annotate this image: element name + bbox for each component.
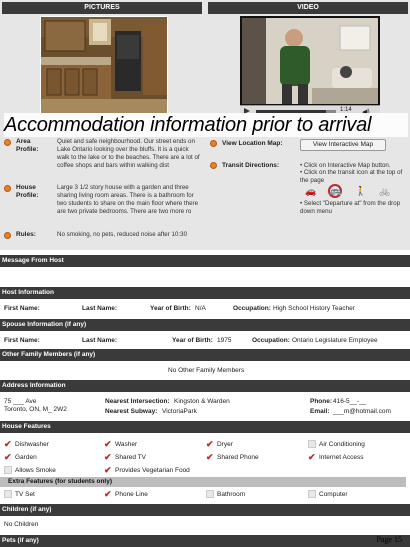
rules-bullet-icon bbox=[4, 232, 11, 239]
checkmark-icon: ✔ bbox=[4, 439, 12, 449]
spouse-occupation-label: Occupation: bbox=[252, 337, 290, 344]
overlay-title: Accommodation information prior to arrival bbox=[4, 113, 408, 137]
transit-bus-icon[interactable]: 🚌 bbox=[330, 186, 342, 196]
nearest-subway-value: VictoriaPark bbox=[162, 408, 197, 415]
feature-label: Washer bbox=[115, 441, 138, 448]
feature-label: Dishwasher bbox=[15, 441, 49, 448]
house-profile-text: Large 3 1/2 story house with a garden and three sharing living room areas. There is a bathroom for two students to share on the main floor where there are two private bedrooms. There are two more ro bbox=[57, 184, 199, 215]
video-header: VIDEO bbox=[208, 2, 408, 14]
feature-label: Internet Access bbox=[319, 454, 364, 461]
feature-label: Computer bbox=[319, 491, 348, 498]
spouse-occupation-value: Ontario Legislature Employee bbox=[292, 337, 378, 344]
view-location-map-label: View Location Map: bbox=[222, 140, 283, 147]
page-number: Page 15 bbox=[376, 535, 402, 544]
host-yob-value: N/A bbox=[195, 305, 206, 312]
transit-mode-icons bbox=[302, 184, 398, 198]
area-bullet-icon bbox=[4, 139, 11, 146]
empty-checkbox-icon bbox=[4, 490, 12, 498]
house-photo[interactable] bbox=[40, 16, 168, 114]
host-first-name-label: First Name: bbox=[4, 305, 40, 312]
feature-label: Air Conditioning bbox=[319, 441, 365, 448]
nearest-intersection-label: Nearest Intersection: bbox=[105, 398, 170, 405]
car-icon[interactable]: 🚗 bbox=[305, 186, 317, 196]
kitchen-photo-image bbox=[41, 17, 168, 114]
other-family-value: No Other Family Members bbox=[168, 367, 245, 374]
transit-bullet-icon bbox=[210, 162, 217, 169]
bicycle-icon[interactable]: 🚲 bbox=[379, 186, 391, 196]
host-occupation-label: Occupation: bbox=[233, 305, 271, 312]
feature-label: Allows Smoke bbox=[15, 467, 56, 474]
pictures-header: PICTURES bbox=[2, 2, 202, 14]
pets-header: Pets (if any) bbox=[0, 535, 410, 547]
house-features-header: House Features bbox=[0, 421, 410, 433]
nearest-subway-label: Nearest Subway: bbox=[105, 408, 158, 415]
transit-directions-label: Transit Directions: bbox=[222, 162, 280, 169]
feature-label: Shared Phone bbox=[217, 454, 259, 461]
spouse-first-name-label: First Name: bbox=[4, 337, 40, 344]
spouse-yob-value: 1975 bbox=[217, 337, 232, 344]
video-player[interactable] bbox=[240, 16, 380, 116]
host-yob-label: Year of Birth: bbox=[150, 305, 191, 312]
host-information-header: Host Information bbox=[0, 287, 410, 299]
walk-icon[interactable]: 🚶 bbox=[355, 186, 367, 196]
checkmark-icon: ✔ bbox=[104, 465, 112, 475]
phone-label: Phone: bbox=[310, 398, 333, 405]
transit-step-3: • Select "Departure at" from the drop down menu bbox=[300, 200, 401, 215]
area-profile-label: Area Profile: bbox=[16, 138, 39, 153]
rules-label: Rules: bbox=[16, 231, 36, 238]
transit-step-2: • Click on the transit icon at the top of the page bbox=[300, 169, 403, 184]
checkmark-icon: ✔ bbox=[4, 452, 12, 462]
checkmark-icon: ✔ bbox=[206, 452, 214, 462]
phone-value: 416-5__-__ bbox=[333, 398, 367, 405]
nearest-intersection-value: Kingston & Warden bbox=[174, 398, 230, 405]
spouse-last-name-label: Last Name: bbox=[82, 337, 118, 344]
feature-label: Dryer bbox=[217, 441, 233, 448]
empty-checkbox-icon bbox=[206, 490, 214, 498]
checkmark-icon: ✔ bbox=[308, 452, 316, 462]
checkmark-icon: ✔ bbox=[104, 439, 112, 449]
message-from-host-header: Message From Host bbox=[0, 255, 410, 267]
empty-checkbox-icon bbox=[4, 466, 12, 474]
feature-label: Phone Line bbox=[115, 491, 148, 498]
email-label: Email: bbox=[310, 408, 330, 415]
empty-checkbox-icon bbox=[308, 490, 316, 498]
video-screen[interactable] bbox=[242, 18, 378, 104]
email-value[interactable]: ___m@hotmail.com bbox=[333, 408, 391, 415]
extra-features-header: Extra Features (for students only) bbox=[0, 477, 406, 487]
feature-label: Bathroom bbox=[217, 491, 246, 498]
house-bullet-icon bbox=[4, 185, 11, 192]
address-line-1: 75 ___ Ave bbox=[4, 398, 37, 405]
empty-checkbox-icon bbox=[308, 440, 316, 448]
address-information-header: Address Information bbox=[0, 380, 410, 392]
address-line-2: Toronto, ON, M_ 2W2 bbox=[4, 406, 67, 413]
host-occupation-value: High School History Teacher bbox=[273, 305, 355, 312]
checkmark-icon: ✔ bbox=[206, 439, 214, 449]
feature-label: TV Set bbox=[15, 491, 35, 498]
other-family-header: Other Family Members (if any) bbox=[0, 349, 410, 361]
checkmark-icon: ✔ bbox=[104, 489, 112, 499]
children-header: Children (if any) bbox=[0, 504, 410, 516]
feature-label: Shared TV bbox=[115, 454, 146, 461]
transit-step-1: • Click on Interactive Map button. bbox=[300, 162, 391, 169]
feature-label: Provides Vegetarian Food bbox=[115, 467, 190, 474]
feature-label: Garden bbox=[15, 454, 37, 461]
rules-text: No smoking, no pets, reduced noise after 10:30 bbox=[57, 231, 188, 238]
children-value: No Children bbox=[4, 521, 39, 528]
area-profile-text: Quiet and safe neighbourhood. Our street ends on Lake Ontario looking over the bluffs. It is a quick walk to the lake or to the beaches. There are a lot of coffee shops and bars within walking dist bbox=[57, 138, 200, 169]
spouse-information-header: Spouse Information (if any) bbox=[0, 319, 410, 331]
checkmark-icon: ✔ bbox=[104, 452, 112, 462]
video-frame-image bbox=[242, 18, 378, 104]
spouse-yob-label: Year of Birth: bbox=[172, 337, 213, 344]
house-profile-label: House Profile: bbox=[16, 184, 39, 199]
host-last-name-label: Last Name: bbox=[82, 305, 118, 312]
accommodation-summary-panel bbox=[0, 0, 410, 250]
map-bullet-icon bbox=[210, 140, 217, 147]
view-interactive-map-button[interactable]: View Interactive Map bbox=[300, 139, 386, 151]
video-time: 1:14 bbox=[340, 107, 352, 113]
